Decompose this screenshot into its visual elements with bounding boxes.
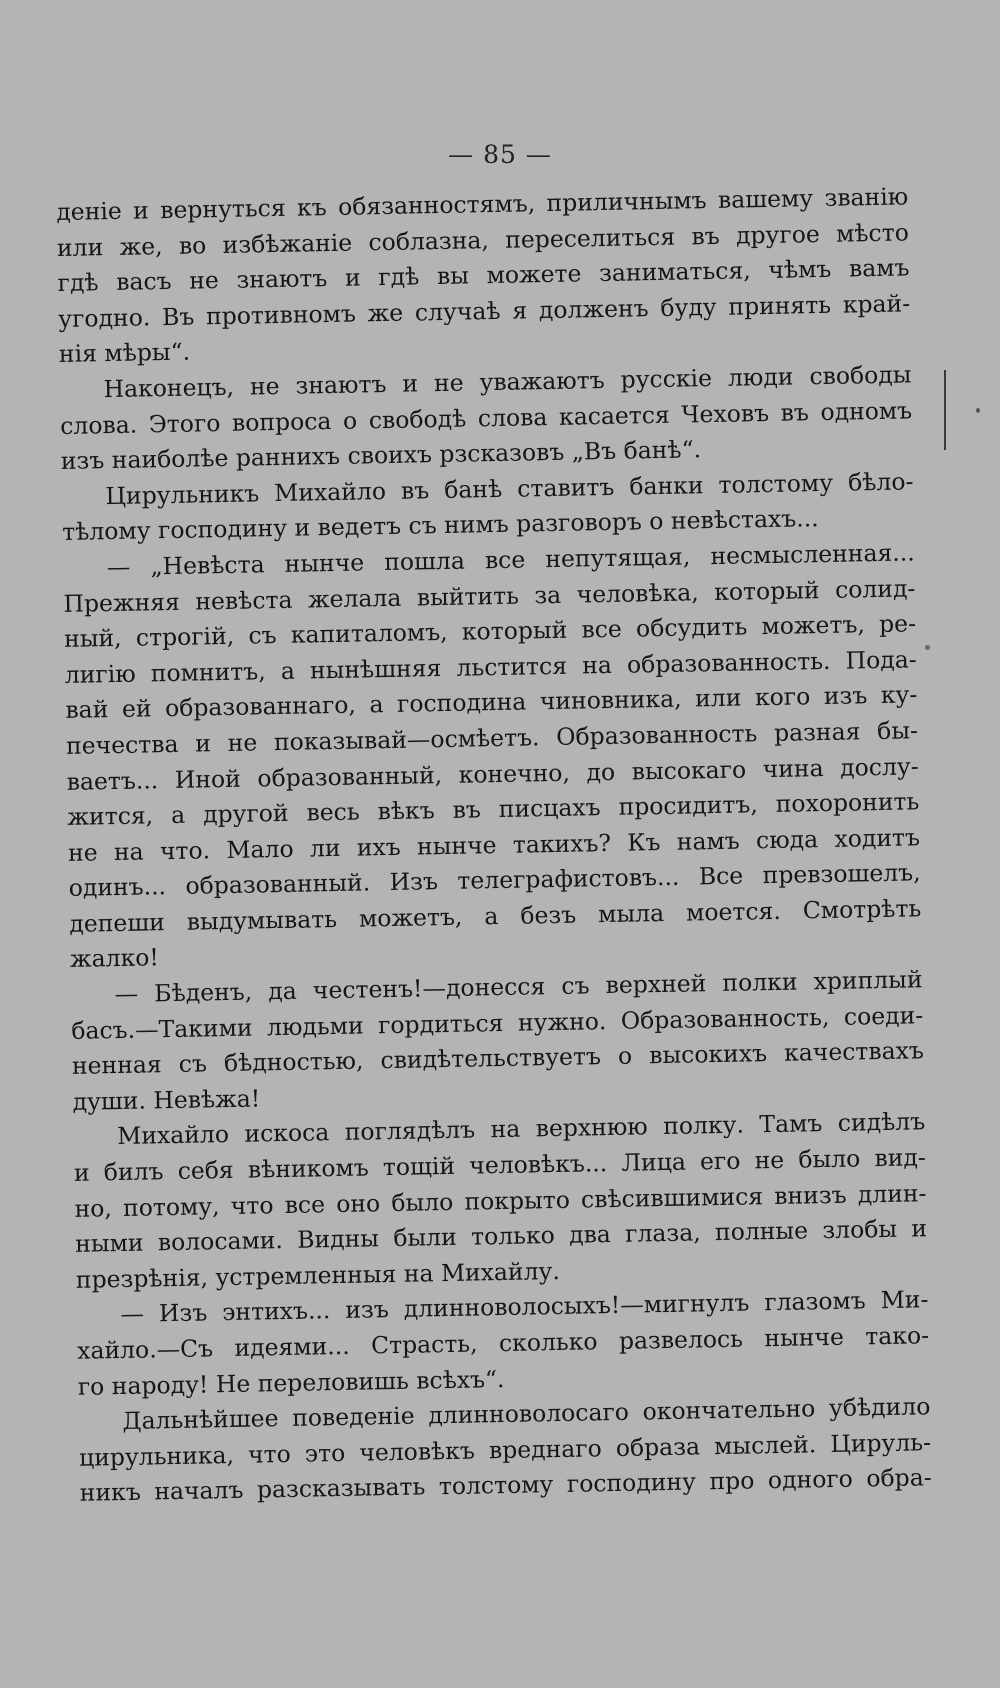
text-line: одинъ... образованный. Изъ телеграфистовъ... Все превзошелъ,	[68, 858, 921, 903]
text-line: никъ началъ разсказывать толстому господину про одного обра-	[79, 1463, 932, 1508]
text-line: Михайло искоса поглядѣлъ на верхнюю полку. Тамъ сидѣлъ	[117, 1107, 926, 1151]
text-line: Дальнѣйшее поведеніе длинноволосаго окончательно убѣдило	[122, 1392, 931, 1436]
text-line: го народу! Не переловишь всѣхъ“.	[77, 1364, 505, 1401]
text-line: гдѣ васъ не знаютъ и гдѣ вы можете заниматься, чѣмъ вамъ	[57, 253, 910, 298]
text-line: деніе и вернуться къ обязанностямъ, приличнымъ вашему званію	[56, 182, 909, 226]
text-line: цирульника, что это человѣкъ вреднаго образа мыслей. Цируль-	[78, 1427, 932, 1472]
text-line: печества и не показывай—осмѣетъ. Образованность разная бы-	[65, 716, 919, 760]
text-line: Наконецъ, не знаютъ и не уважаютъ русскіе люди свободы	[103, 360, 912, 404]
text-line: и билъ себя вѣникомъ тощій человѣкъ... Лица его не было вид-	[73, 1143, 927, 1187]
text-line: слова. Этого вопроса о свободѣ слова касается Чеховъ въ одномъ	[59, 395, 913, 440]
text-line: жалко!	[69, 943, 160, 974]
text-line: презрѣнія, устремленныя на Михайлу.	[75, 1256, 561, 1294]
text-line: вай ей образованнаго, а господина чиновника, или кого изъ ку-	[65, 680, 918, 725]
text-line: ными волосами. Видны были только два глаза, полные злобы и	[74, 1214, 928, 1259]
text-line: — Изъ энтихъ... изъ длинноволосыхъ!—мигнулъ глазомъ Ми-	[120, 1285, 929, 1329]
text-line: жится, а другой весь вѣкъ въ писцахъ просидитъ, похоронить	[67, 787, 920, 831]
text-line: нія мѣры“.	[58, 337, 191, 369]
text-line: угодно. Въ противномъ же случаѣ я долженъ буду принять край-	[58, 289, 911, 333]
margin-speck	[976, 408, 980, 413]
text-line: ваетъ... Иной образованный, конечно, до высокаго чина дослу-	[66, 751, 919, 796]
text-line: хайло.—Съ идеями... Страсть, сколько развелось нынче тако-	[76, 1321, 930, 1365]
text-line: депеши выдумывать можетъ, а безъ мыла моется. Смотрѣть	[69, 894, 922, 938]
text-line: Прежняя невѣста желала выйтить за человѣка, который солид-	[63, 573, 916, 618]
body-text	[56, 179, 932, 1511]
text-line: тѣлому господину и ведетъ съ нимъ разговоръ о невѣстахъ...	[61, 504, 819, 547]
text-line: изъ наиболѣе раннихъ своихъ рзсказовъ „Въ банѣ“.	[60, 435, 702, 476]
margin-speck	[925, 645, 930, 650]
margin-pencil-mark	[944, 370, 946, 450]
text-line: — Бѣденъ, да честенъ!—донесся съ верхней полки хриплый	[114, 965, 923, 1009]
text-line: басъ.—Такими людьми гордиться нужно. Образованность, соеди-	[71, 1000, 924, 1045]
text-line: не на что. Мало ли ихъ нынче такихъ? Къ намъ сюда ходитъ	[67, 822, 921, 867]
text-line: — „Невѣста нынче пошла все непутящая, несмысленная...	[106, 538, 915, 582]
text-line: или же, во избѣжаніе соблазна, переселиться въ другое мѣсто	[56, 217, 910, 262]
text-line: но, потому, что все оно было покрыто свѣсившимися внизъ длин-	[74, 1178, 927, 1223]
text-line: души. Невѣжа!	[72, 1084, 261, 1116]
text-line: лигію помнитъ, а нынѣшняя льстится на образованность. Пода-	[64, 645, 917, 689]
text-line: ненная съ бѣдностью, свидѣтельствуетъ о высокихъ качествахъ	[71, 1036, 925, 1081]
text-line: Цирульникъ Михайло въ банѣ ставитъ банки толстому бѣло-	[105, 467, 914, 510]
page-number: — 85 —	[448, 140, 552, 169]
text-line: ный, строгій, съ капиталомъ, который все обсудить можетъ, ре-	[63, 609, 917, 654]
